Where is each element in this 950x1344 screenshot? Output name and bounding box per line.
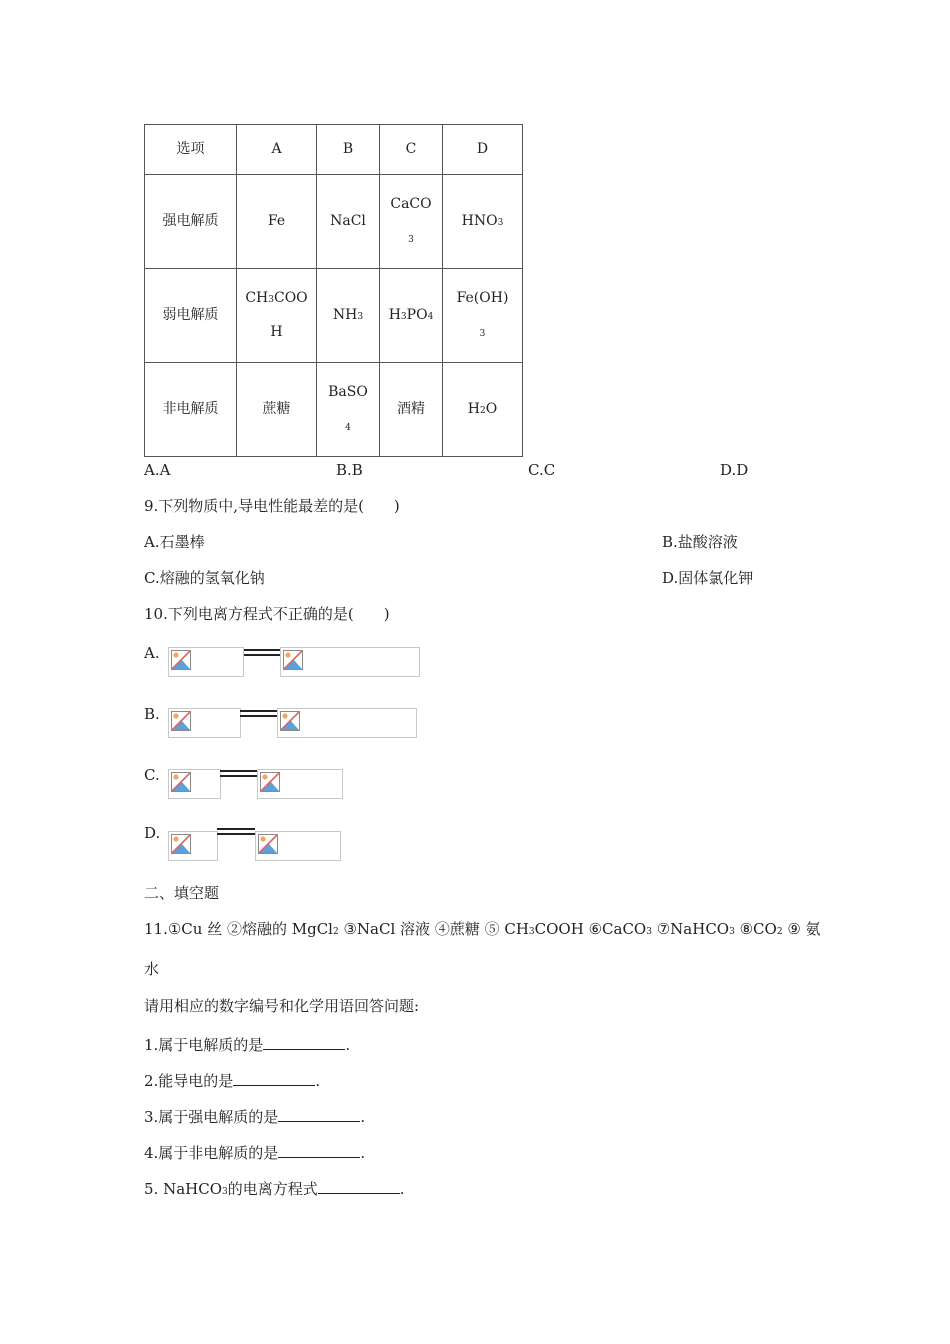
q10-option-c-label[interactable]: C. (144, 766, 160, 784)
q11-instruction: 请用相应的数字编号和化学用语回答问题: (144, 997, 420, 1015)
broken-image-icon (171, 711, 191, 731)
equation-line (240, 715, 277, 717)
q8-option-b[interactable]: B.B (336, 461, 363, 479)
q9-option-b[interactable]: B.盐酸溶液 (662, 533, 738, 551)
header-option: 选项 (145, 125, 237, 175)
table-row (145, 363, 523, 457)
equation-right-image (257, 769, 343, 799)
answer-blank[interactable] (318, 1179, 400, 1194)
q11-sub3: 3.属于强电解质的是 . (144, 1108, 366, 1126)
header-a: A (237, 125, 317, 175)
cell: NaCl (317, 175, 380, 269)
answer-blank[interactable] (278, 1107, 360, 1122)
equation-left-image (168, 831, 218, 861)
q9-option-a[interactable]: A.石墨棒 (144, 533, 205, 551)
cell: NH3 (317, 269, 380, 363)
answer-blank[interactable] (278, 1143, 360, 1158)
equation-left-image (168, 708, 241, 738)
cell: H2O (443, 363, 523, 457)
cell: CH3COO H (237, 269, 317, 363)
q11-stem-continued: 水 (144, 960, 160, 978)
row-label: 弱电解质 (145, 269, 237, 363)
q11-sub4: 4.属于非电解质的是 . (144, 1144, 366, 1162)
q9-option-d[interactable]: D.固体氯化钾 (662, 569, 754, 587)
q10-option-b-label[interactable]: B. (144, 705, 160, 723)
cell: CaCO 3 (380, 175, 443, 269)
q8-option-d[interactable]: D.D (720, 461, 749, 479)
broken-image-icon (283, 650, 303, 670)
cell: Fe(OH) 3 (443, 269, 523, 363)
equation-right-image (280, 647, 420, 677)
row-label: 非电解质 (145, 363, 237, 457)
cell: H3PO4 (380, 269, 443, 363)
equation-right-image (277, 708, 417, 738)
equation-line (217, 828, 255, 830)
q8-option-c[interactable]: C.C (528, 461, 556, 479)
equation-line (220, 770, 257, 772)
q8-option-a[interactable]: A.A (144, 461, 171, 479)
equation-line (244, 649, 280, 651)
cell: Fe (237, 175, 317, 269)
equation-line (244, 654, 280, 656)
q10-stem: 10.下列电离方程式不正确的是( ) (144, 605, 390, 623)
q11-sub1: 1.属于电解质的是 . (144, 1036, 351, 1054)
answer-blank[interactable] (233, 1071, 315, 1086)
broken-image-icon (280, 711, 300, 731)
equation-left-image (168, 769, 221, 799)
q11-sub2: 2.能导电的是 . (144, 1072, 321, 1090)
header-d: D (443, 125, 523, 175)
broken-image-icon (171, 772, 191, 792)
cell: 蔗糖 (237, 363, 317, 457)
cell: 酒精 (380, 363, 443, 457)
header-c: C (380, 125, 443, 175)
answer-blank[interactable] (263, 1035, 345, 1050)
q9-option-c[interactable]: C.熔融的氢氧化钠 (144, 569, 265, 587)
broken-image-icon (171, 834, 191, 854)
equation-line (217, 833, 255, 835)
q11-sub5: 5. NaHCO3的电离方程式 . (144, 1180, 405, 1198)
q10-option-a-label[interactable]: A. (144, 644, 160, 662)
equation-right-image (255, 831, 341, 861)
broken-image-icon (258, 834, 278, 854)
options-table (144, 124, 523, 457)
q11-stem: 11.①Cu 丝 ②熔融的 MgCl2 ③NaCl 溶液 ④蔗糖 ⑤ CH3COOH ⑥CaCO3 ⑦NaHCO3 ⑧CO2 ⑨ 氨 (144, 920, 821, 938)
q10-option-d-label[interactable]: D. (144, 824, 161, 842)
cell: BaSO 4 (317, 363, 380, 457)
broken-image-icon (260, 772, 280, 792)
broken-image-icon (171, 650, 191, 670)
equation-left-image (168, 647, 244, 677)
table-row (145, 175, 523, 269)
table-row (145, 269, 523, 363)
equation-line (220, 775, 257, 777)
row-label: 强电解质 (145, 175, 237, 269)
cell: HNO3 (443, 175, 523, 269)
section-heading: 二、填空题 (144, 884, 220, 902)
header-b: B (317, 125, 380, 175)
q9-stem: 9.下列物质中,导电性能最差的是( ) (144, 497, 400, 515)
equation-line (240, 710, 277, 712)
